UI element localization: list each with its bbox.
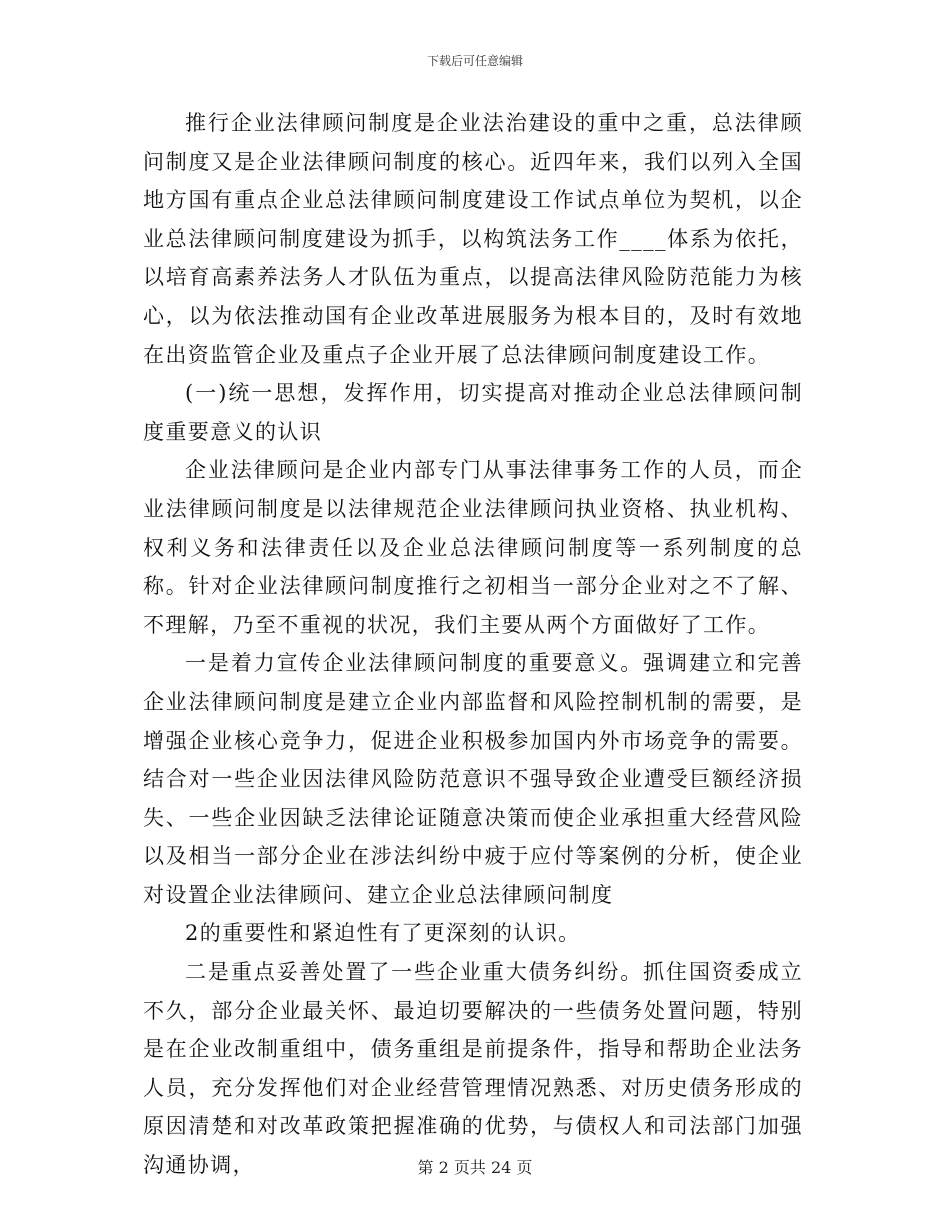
paragraph-point-two: 二是重点妥善处置了一些企业重大债务纠纷。抓住国资委成立不久，部分企业最关怀、最迫切要解决的一些债务处置问题，特别是在企业改制重组中，债务重组是前提条件，指导和帮助企业法务人员，充分发挥他们对企业经营管理情况熟悉、对历史债务形成的原因清楚和对改革政策把握准确的优势，与债权人和司法部门加强沟通协调， <box>143 960 803 1178</box>
section-heading-1: (一)统一思想，发挥作用，切实提高对推动企业总法律顾问制度重要意义的认识 <box>143 381 803 444</box>
paragraph-point-one: 一是着力宣传企业法律顾问制度的重要意义。强调建立和完善企业法律顾问制度是建立企业内部监督和风险控制机制的需要，是增强企业核心竞争力，促进企业积极参加国内外市场竞争的需要。结合对一些企业因法律风险防范意识不强导致企业遭受巨额经济损失、一些企业因缺乏法律论证随意决策而使企业承担重大经营风险以及相当一部分企业在涉法纠纷中疲于应付等案例的分析，使企业对设置企业法律顾问、建立企业总法律顾问制度 <box>143 651 803 907</box>
paragraph-definition: 企业法律顾问是企业内部专门从事法律事务工作的人员，而企业法律顾问制度是以法律规范企业法律顾问执业资格、执业机构、权利义务和法律责任以及企业总法律顾问制度等一系列制度的总称。针对企业法律顾问制度推行之初相当一部分企业对之不了解、不理解，乃至不重视的状况，我们主要从两个方面做好了工作。 <box>143 458 803 637</box>
page-header: 下载后可任意编辑 <box>426 54 523 68</box>
document-body <box>143 104 803 1185</box>
page-footer: 第 2 页共 24 页 <box>417 1158 533 1177</box>
paragraph-intro: 推行企业法律顾问制度是企业法治建设的重中之重，总法律顾问制度又是企业法律顾问制度的核心。近四年来，我们以列入全国地方国有重点企业总法律顾问制度建设工作试点单位为契机，以企业总法律顾问制度建设为抓手，以构筑法务工作____体系为依托，以培育高素养法务人才队伍为重点，以提高法律风险防范能力为核心，以为依法推动国有企业改革进展服务为根本目的，及时有效地在出资监管企业及重点子企业开展了总法律顾问制度建设工作。 <box>143 111 803 367</box>
paragraph-continuation: 2的重要性和紧迫性有了更深刻的认识。 <box>185 921 581 946</box>
